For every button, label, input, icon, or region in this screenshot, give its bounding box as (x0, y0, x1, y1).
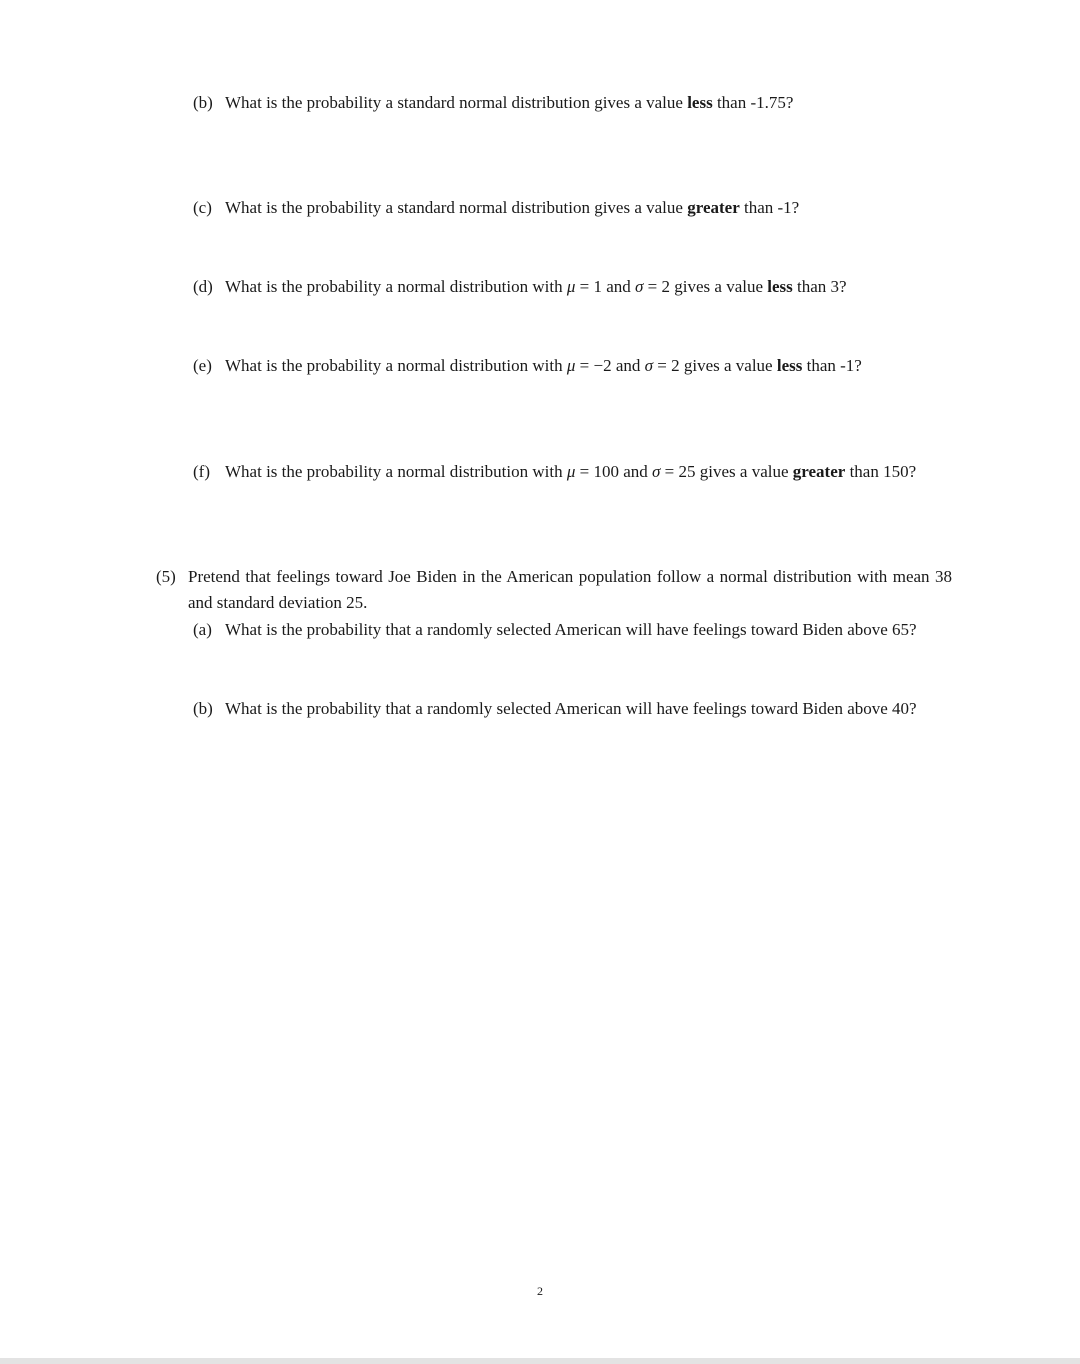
page-number: 2 (537, 1284, 543, 1298)
sigma-symbol: σ (635, 277, 644, 296)
question-label: (f) (193, 462, 210, 481)
question-label: (c) (193, 198, 212, 217)
mu-symbol: μ (566, 277, 576, 296)
question-4e (193, 353, 952, 379)
viewer-bottom-edge (0, 1358, 1080, 1364)
question-label: (b) (193, 93, 213, 112)
question-text: What is the probability a normal distribution with μ = 100 and σ = 25 gives a value greater than 150? (225, 462, 917, 481)
emphasis-word: less (687, 93, 713, 112)
mu-symbol: μ (566, 462, 576, 481)
question-text: What is the probability that a randomly selected American will have feelings toward Biden above 65? (225, 620, 917, 639)
emphasis-word: greater (792, 462, 846, 481)
sigma-symbol: σ (644, 356, 654, 375)
question-4c (193, 195, 952, 221)
question-text: What is the probability a standard normal distribution gives a value greater than -1? (225, 198, 800, 217)
problem-label: (5) (156, 567, 176, 586)
question-text: What is the probability that a randomly selected American will have feelings toward Biden above 40? (225, 699, 917, 718)
question-4d (193, 274, 952, 300)
question-text: What is the probability a normal distribution with μ = 1 and σ = 2 gives a value less than 3? (225, 277, 847, 296)
sigma-symbol: σ (652, 462, 661, 481)
question-label: (a) (193, 620, 212, 639)
question-5a (193, 617, 952, 643)
emphasis-word: greater (687, 198, 740, 217)
question-4f (193, 459, 952, 485)
emphasis-word: less (776, 356, 803, 375)
question-text: What is the probability a standard normal distribution gives a value less than -1.75? (225, 93, 794, 112)
question-text: What is the probability a normal distribution with μ = −2 and σ = 2 gives a value less than -1? (225, 356, 862, 375)
question-4b (193, 90, 952, 116)
question-label: (b) (193, 699, 213, 718)
question-label: (e) (193, 356, 212, 375)
problem-text: Pretend that feelings toward Joe Biden in the American population follow a normal distribution with mean 38 and standard deviation 25. (188, 567, 952, 612)
mu-symbol: μ (566, 356, 576, 375)
emphasis-word: less (767, 277, 793, 296)
problem-5 (156, 564, 952, 616)
question-label: (d) (193, 277, 213, 296)
question-5b (193, 696, 952, 722)
